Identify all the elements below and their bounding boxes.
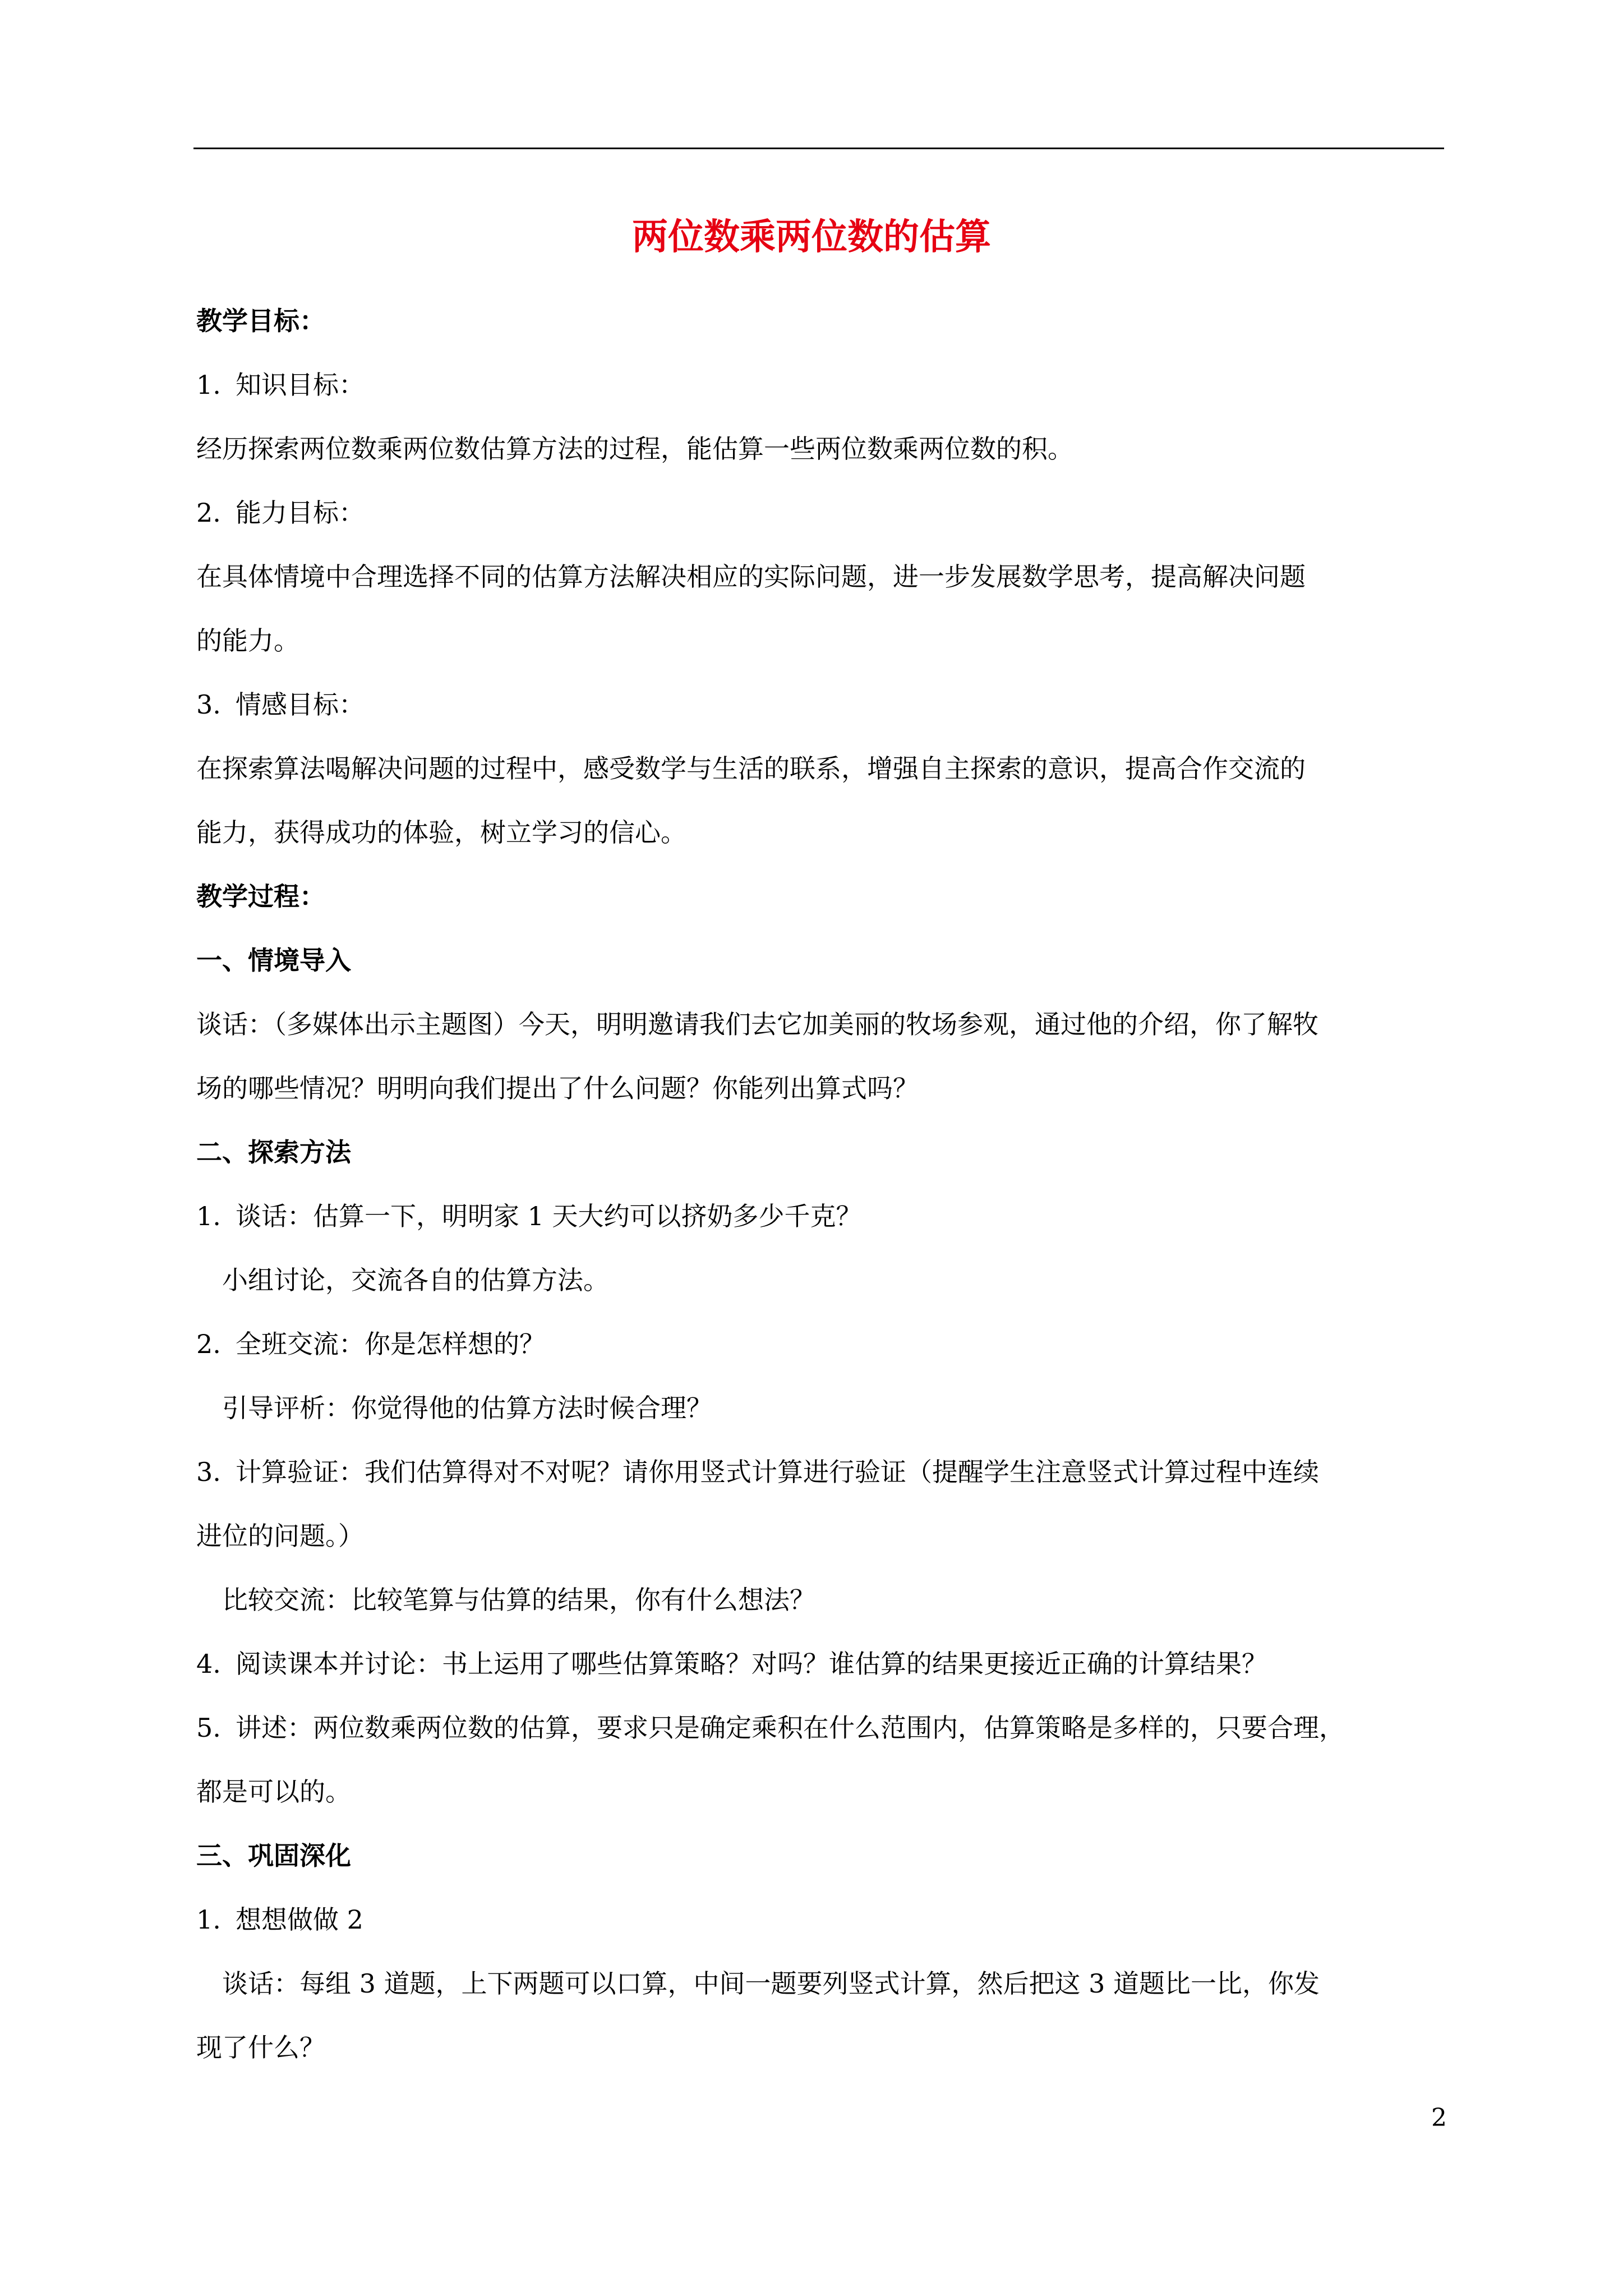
body-line (196, 992, 1445, 1056)
body-line (196, 1120, 1445, 1184)
line-text: 经历探索两位数乘两位数估算方法的过程，能估算一些两位数乘两位数的积。 (196, 434, 1073, 464)
line-text: 谈话：（多媒体出示主题图）今天，明明邀请我们去它加美丽的牧场参观，通过他的介绍，你了解牧 (196, 1009, 1318, 1039)
body-line (196, 1760, 1445, 1824)
line-text: 二、探索方法 (196, 1137, 351, 1167)
list-number: 1. (196, 1904, 221, 1935)
line-text: 想想做做 2 (236, 1904, 363, 1935)
list-number: 3. (196, 689, 221, 720)
body-line (196, 289, 1445, 353)
body-line (196, 1696, 1445, 1760)
body-line (196, 1312, 1445, 1376)
body-line (196, 864, 1445, 928)
line-text: 能力目标： (236, 498, 365, 528)
line-text: 教学目标： (196, 306, 325, 336)
line-text: 情感目标： (236, 689, 365, 720)
body-line (196, 1504, 1445, 1568)
body-line (196, 609, 1445, 673)
body-line (196, 1440, 1445, 1504)
body-line (196, 2016, 1445, 2079)
list-number: 1. (196, 1201, 221, 1231)
body-line (196, 1248, 1445, 1312)
line-text: 能力，获得成功的体验，树立学习的信心。 (196, 817, 686, 848)
body-line (196, 1952, 1445, 2016)
line-text: 三、巩固深化 (196, 1841, 351, 1871)
body-line (196, 1056, 1445, 1120)
line-text: 全班交流：你是怎样想的？ (236, 1329, 545, 1359)
body-line (196, 1824, 1445, 1888)
line-text: 阅读课本并讨论：书上运用了哪些估算策略？对吗？谁估算的结果更接近正确的计算结果？ (236, 1649, 1267, 1679)
line-text: 引导评析：你觉得他的估算方法时候合理？ (222, 1393, 712, 1423)
list-number: 3. (196, 1457, 221, 1487)
line-text: 的能力。 (196, 625, 299, 656)
header-rule (193, 148, 1444, 149)
line-text: 知识目标： (236, 370, 365, 400)
line-text: 谈话：估算一下，明明家 1 天大约可以挤奶多少千克？ (236, 1201, 862, 1231)
body-line (196, 1888, 1445, 1952)
line-text: 场的哪些情况？明明向我们提出了什么问题？你能列出算式吗？ (196, 1073, 919, 1103)
body-line (196, 1376, 1445, 1440)
page-number: 2 (1431, 2104, 1447, 2132)
body-line (196, 737, 1445, 800)
line-text: 教学过程： (196, 881, 325, 912)
body-line (196, 417, 1445, 481)
line-text: 在具体情境中合理选择不同的估算方法解决相应的实际问题，进一步发展数学思考，提高解决问题 (196, 562, 1306, 592)
line-text: 都是可以的。 (196, 1777, 351, 1807)
document-title: 两位数乘两位数的估算 (632, 216, 991, 258)
line-text: 进位的问题。） (196, 1521, 364, 1551)
body-line (196, 1568, 1445, 1632)
body-line (196, 545, 1445, 609)
list-number: 2. (196, 1329, 221, 1359)
line-text: 谈话：每组 3 道题，上下两题可以口算，中间一题要列竖式计算，然后把这 3 道题比一比，你发 (222, 1968, 1320, 1999)
line-text: 现了什么？ (196, 2032, 325, 2063)
list-number: 5. (196, 1713, 221, 1743)
body-line (196, 1184, 1445, 1248)
line-text: 讲述：两位数乘两位数的估算，要求只是确定乘积在什么范围内，估算策略是多样的，只要合理， (236, 1713, 1345, 1743)
list-number: 1. (196, 370, 221, 400)
body-line (196, 481, 1445, 545)
body-line (196, 800, 1445, 864)
body-line (196, 1632, 1445, 1696)
document-body (196, 289, 1445, 2079)
list-number: 2. (196, 498, 221, 528)
line-text: 小组讨论，交流各自的估算方法。 (222, 1265, 609, 1295)
body-line (196, 928, 1445, 992)
line-text: 在探索算法喝解决问题的过程中，感受数学与生活的联系，增强自主探索的意识，提高合作交流的 (196, 753, 1306, 784)
body-line (196, 673, 1445, 737)
body-line (196, 353, 1445, 417)
line-text: 计算验证：我们估算得对不对呢？请你用竖式计算进行验证（提醒学生注意竖式计算过程中连续 (236, 1457, 1319, 1487)
list-number: 4. (196, 1649, 221, 1679)
line-text: 一、情境导入 (196, 945, 351, 976)
line-text: 比较交流：比较笔算与估算的结果，你有什么想法？ (222, 1585, 815, 1615)
